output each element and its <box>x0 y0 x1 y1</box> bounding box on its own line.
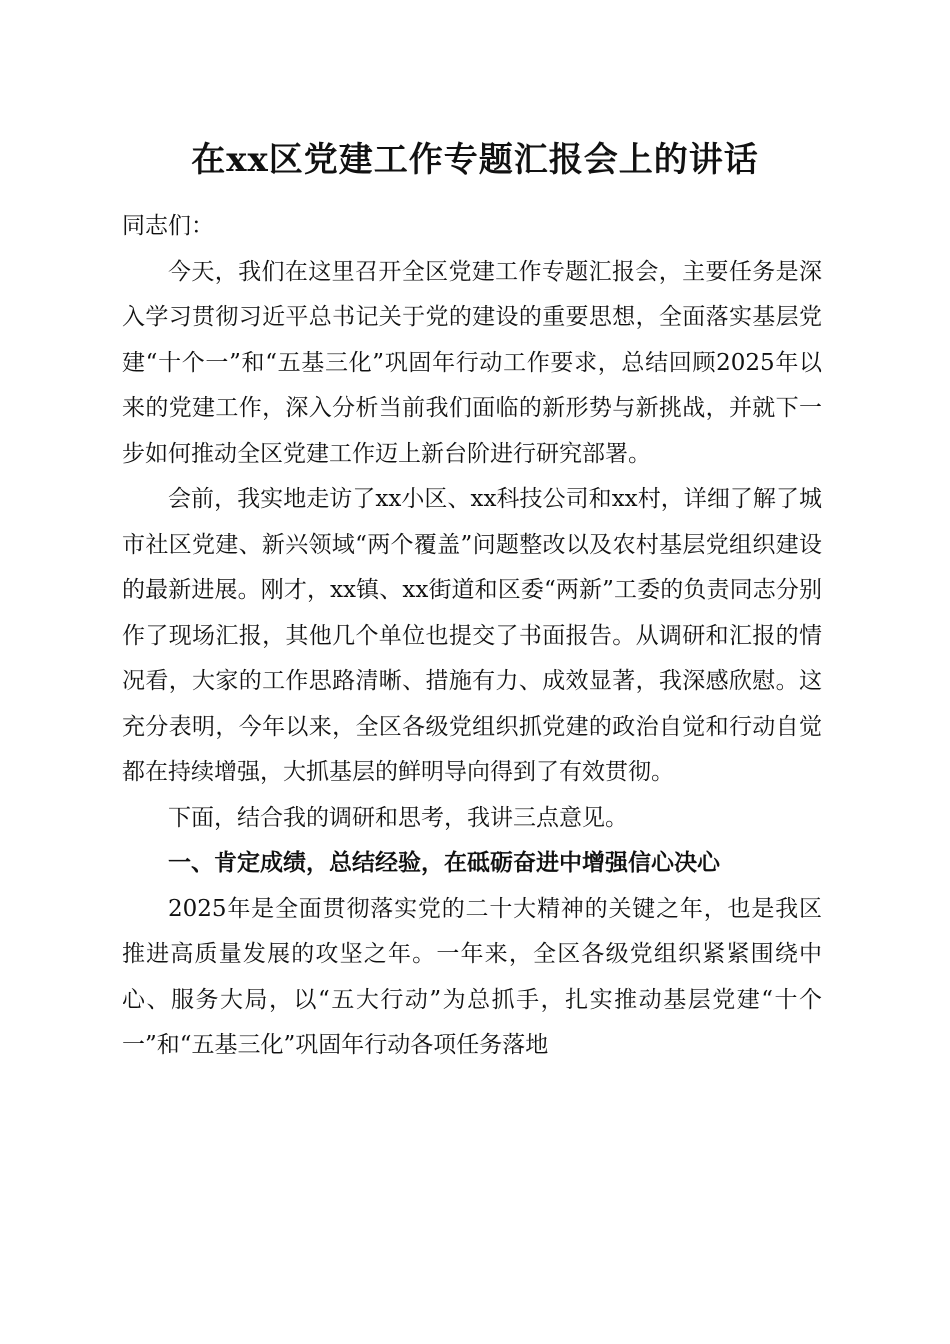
paragraph-transition: 下面，结合我的调研和思考，我讲三点意见。 <box>168 804 628 831</box>
document-title: 在xx区党建工作专题汇报会上的讲话 <box>191 140 759 180</box>
document-body <box>122 204 822 1069</box>
paragraph-research: 会前，我实地走访了xx小区、xx科技公司和xx村，详细了解了城市社区党建、新兴领域“两个覆盖”问题整改以及农村基层党组织建设的最新进展。刚才，xx镇、xx街道和区委“两新”工委的负责同志分别作了现场汇报，其他几个单位也提交了书面报告。从调研和汇报的情况看，大家的工作思路清晰、措施有力、成效显著，我深感欣慰。这充分表明，今年以来，全区各级党组织抓党建的政治自觉和行动自觉都在持续增强，大抓基层的鲜明导向得到了有效贯彻。 <box>122 486 822 785</box>
section-paragraph: 2025年是全面贯彻落实党的二十大精神的关键之年，也是我区推进高质量发展的攻坚之年。一年来，全区各级党组织紧紧围绕中心、服务大局，以“五大行动”为总抓手，扎实推动基层党建“十个一”和“五基三化”巩固年行动各项任务落地 <box>122 895 822 1058</box>
salutation: 同志们： <box>122 213 214 239</box>
section-heading: 一、肯定成绩，总结经验，在砥砺奋进中增强信心决心 <box>168 850 720 876</box>
paragraph-opening: 今天，我们在这里召开全区党建工作专题汇报会，主要任务是深入学习贯彻习近平总书记关于党的建设的重要思想，全面落实基层党建“十个一”和“五基三化”巩固年行动工作要求，总结回顾2025年以来的党建工作，深入分析当前我们面临的新形势与新挑战，并就下一步如何推动全区党建工作迈上新台阶进行研究部署。 <box>122 258 822 467</box>
